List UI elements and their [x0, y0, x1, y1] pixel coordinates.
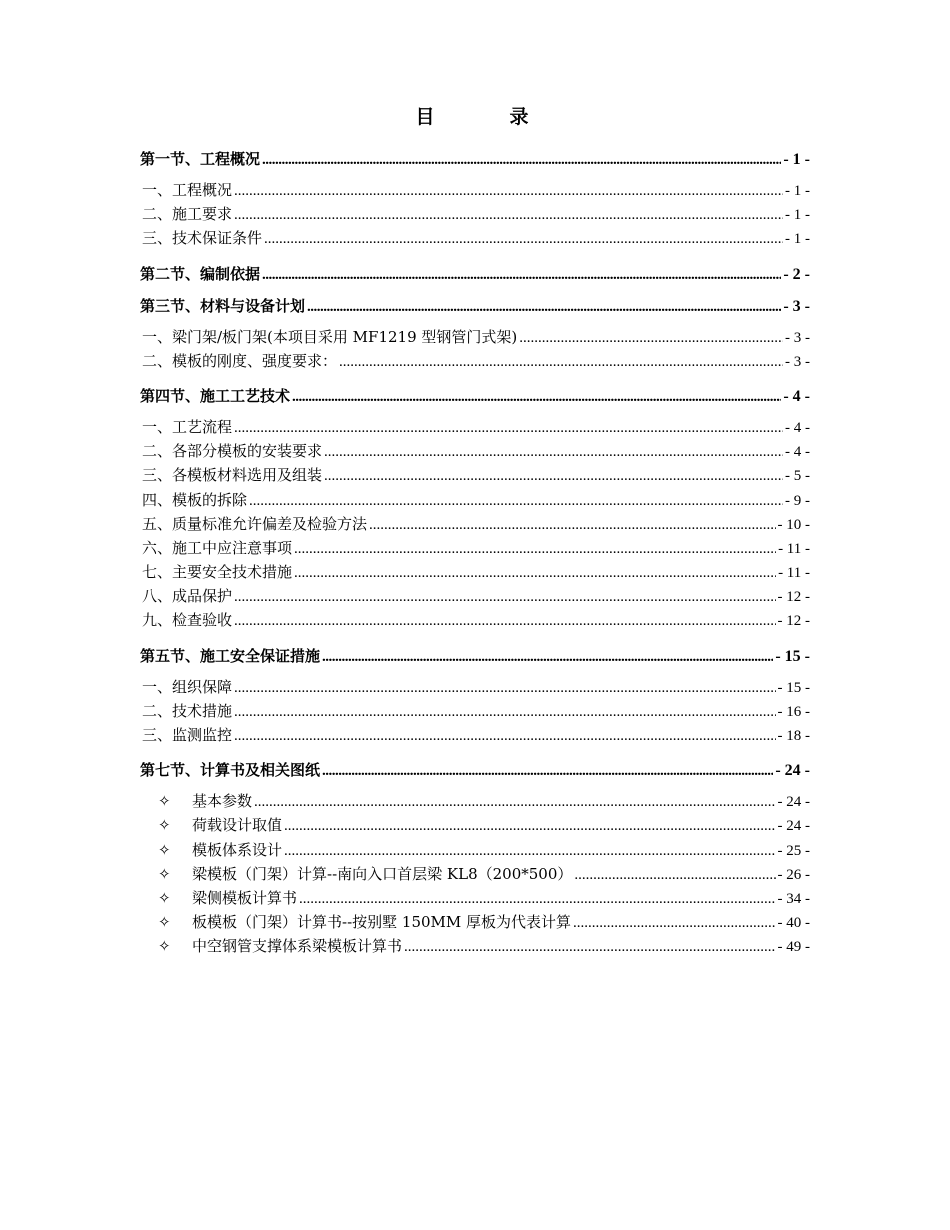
toc-entry[interactable] — [140, 789, 810, 813]
toc-entry-title: 三、技术保证条件 — [142, 229, 263, 248]
dot-leader — [322, 758, 773, 784]
toc-page-number: - 40 - — [777, 915, 810, 932]
toc-section[interactable] — [140, 293, 810, 319]
toc-section[interactable] — [140, 383, 810, 409]
dot-leader — [369, 513, 775, 537]
toc-page-number: - 16 - — [777, 703, 810, 720]
toc-entry[interactable] — [140, 202, 810, 226]
dot-leader — [234, 700, 775, 724]
toc-section[interactable] — [140, 643, 810, 669]
toc-page-number: - 10 - — [777, 516, 810, 533]
toc-page-number: - 25 - — [777, 842, 810, 859]
dot-leader — [573, 911, 775, 935]
toc-entry-title: 九、检查验收 — [142, 611, 233, 630]
toc-page-number: - 11 - — [778, 565, 810, 582]
toc-entry-title: 六、施工中应注意事项 — [142, 538, 293, 557]
toc-entry-title: 基本参数 — [192, 792, 253, 811]
toc-section-title: 第七节、计算书及相关图纸 — [140, 761, 321, 780]
toc-entry-title: 二、各部分模板的安装要求 — [142, 442, 323, 461]
table-of-contents — [140, 142, 810, 959]
toc-entry[interactable] — [140, 608, 810, 632]
toc-page-number: - 9 - — [785, 492, 810, 509]
dot-leader — [307, 294, 781, 320]
toc-page-number: - 15 - — [777, 679, 810, 696]
toc-page-number: - 3 - — [783, 297, 810, 315]
toc-entry[interactable] — [140, 325, 810, 349]
toc-entry[interactable] — [140, 862, 810, 886]
toc-entry[interactable] — [140, 584, 810, 608]
toc-page-number: - 3 - — [785, 329, 810, 346]
toc-page-number: - 11 - — [778, 540, 810, 557]
dot-leader — [262, 147, 781, 173]
dot-leader — [249, 489, 783, 513]
toc-page-number: - 5 - — [785, 468, 810, 485]
toc-entry[interactable] — [140, 723, 810, 747]
toc-entry-title: 梁侧模板计算书 — [192, 888, 298, 907]
toc-entry[interactable] — [140, 349, 810, 373]
toc-page-number: - 1 - — [785, 183, 810, 199]
dot-leader — [324, 440, 783, 464]
toc-entry[interactable] — [140, 699, 810, 723]
toc-entry[interactable] — [140, 886, 810, 910]
dot-leader — [519, 326, 783, 350]
dot-leader — [294, 561, 776, 585]
dot-leader — [234, 609, 775, 633]
toc-entry-title: 二、模板的刚度、强度要求： — [142, 351, 338, 370]
toc-page-number: - 12 - — [777, 613, 810, 630]
toc-entry-title: 四、模板的拆除 — [142, 490, 248, 509]
toc-entry-title: 三、各模板材料选用及组装 — [142, 466, 323, 485]
dot-leader — [284, 814, 775, 838]
toc-entry[interactable] — [140, 463, 810, 487]
toc-entry[interactable] — [140, 439, 810, 463]
dot-leader — [264, 227, 783, 251]
toc-section-title: 第二节、编制依据 — [140, 264, 261, 283]
toc-page-number: - 1 - — [785, 207, 810, 224]
toc-page-number: - 4 - — [785, 419, 810, 436]
toc-section[interactable] — [140, 757, 810, 783]
toc-section-title: 第四节、施工工艺技术 — [140, 386, 291, 405]
toc-page-number: - 4 - — [785, 444, 810, 461]
toc-page-number: - 3 - — [785, 353, 810, 370]
toc-page-number: - 26 - — [777, 866, 810, 883]
toc-page-number: - 2 - — [783, 265, 810, 283]
dot-leader — [574, 863, 775, 887]
toc-entry-title: 中空钢管支撑体系梁模板计算书 — [192, 937, 403, 956]
toc-entry-title: 五、质量标准允许偏差及检验方法 — [142, 514, 368, 533]
diamond-bullet-icon: ✧ — [158, 840, 171, 859]
toc-entry-title: 二、技术措施 — [142, 701, 233, 720]
dot-leader — [299, 887, 775, 911]
toc-section-title: 第五节、施工安全保证措施 — [140, 646, 321, 665]
toc-page-number: - 49 - — [777, 939, 810, 956]
toc-entry-title: 二、施工要求 — [142, 205, 233, 224]
toc-section[interactable] — [140, 261, 810, 287]
diamond-bullet-icon: ✧ — [158, 816, 171, 835]
dot-leader — [234, 179, 783, 203]
toc-page-number: - 24 - — [777, 818, 810, 835]
diamond-bullet-icon: ✧ — [158, 913, 171, 932]
dot-leader — [234, 416, 783, 440]
toc-entry[interactable] — [140, 415, 810, 439]
toc-entry-title: 板模板（门架）计算书--按别墅 150MM 厚板为代表计算 — [192, 913, 572, 932]
toc-entry-title: 模板体系设计 — [192, 840, 283, 859]
dot-leader — [294, 537, 776, 561]
toc-section[interactable] — [140, 146, 810, 172]
toc-entry[interactable] — [140, 226, 810, 250]
toc-page-number: - 1 - — [783, 151, 810, 168]
toc-page-number: - 4 - — [783, 387, 810, 405]
toc-page-number: - 15 - — [775, 647, 810, 665]
toc-entry[interactable] — [140, 178, 810, 202]
toc-section-title: 第一节、工程概况 — [140, 150, 261, 168]
diamond-bullet-icon: ✧ — [158, 937, 171, 956]
dot-leader — [404, 935, 775, 959]
toc-entry[interactable] — [140, 512, 810, 536]
diamond-bullet-icon: ✧ — [158, 864, 171, 883]
dot-leader — [324, 464, 783, 488]
diamond-bullet-icon: ✧ — [158, 888, 171, 907]
toc-entry-title: 一、工程概况 — [142, 181, 233, 199]
toc-entry-title: 七、主要安全技术措施 — [142, 563, 293, 582]
diamond-bullet-icon: ✧ — [158, 792, 171, 811]
dot-leader — [234, 203, 783, 227]
toc-entry[interactable] — [140, 560, 810, 584]
toc-page-number: - 24 - — [775, 762, 810, 780]
toc-entry-title: 一、组织保障 — [142, 677, 233, 696]
page-title: 目 录 — [415, 106, 557, 128]
toc-entry[interactable] — [140, 910, 810, 934]
toc-entry[interactable] — [140, 838, 810, 862]
toc-section-title: 第三节、材料与设备计划 — [140, 296, 306, 315]
toc-entry[interactable] — [140, 488, 810, 512]
dot-leader — [234, 724, 775, 748]
toc-page-number: - 18 - — [777, 728, 810, 744]
toc-page-number: - 24 - — [777, 794, 810, 811]
dot-leader — [234, 676, 775, 700]
toc-entry[interactable] — [140, 813, 810, 837]
dot-leader — [234, 585, 775, 609]
dot-leader — [322, 644, 773, 670]
toc-entry-title: 荷载设计取值 — [192, 816, 283, 835]
toc-page-number: - 12 - — [777, 589, 810, 606]
toc-entry-title: 一、梁门架/板门架(本项目采用 MF1219 型钢管门式架) — [142, 327, 518, 346]
dot-leader — [339, 350, 783, 374]
toc-entry-title: 梁模板（门架）计算--南向入口首层梁 KL8（200*500） — [192, 864, 573, 883]
dot-leader — [254, 790, 775, 814]
toc-entry[interactable] — [140, 675, 810, 699]
toc-entry[interactable] — [140, 934, 810, 958]
toc-entry-title: 三、监测监控 — [142, 726, 233, 744]
toc-entry-title: 一、工艺流程 — [142, 417, 233, 436]
dot-leader — [292, 384, 781, 410]
toc-entry[interactable] — [140, 536, 810, 560]
toc-page-number: - 1 - — [785, 231, 810, 248]
dot-leader — [284, 839, 775, 863]
toc-page-number: - 34 - — [777, 890, 810, 907]
dot-leader — [262, 262, 781, 288]
toc-entry-title: 八、成品保护 — [142, 587, 233, 606]
